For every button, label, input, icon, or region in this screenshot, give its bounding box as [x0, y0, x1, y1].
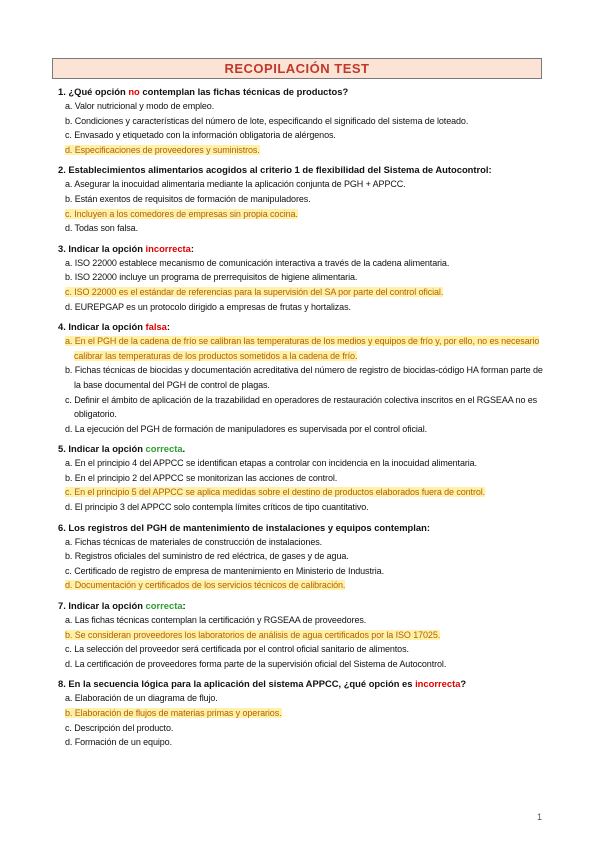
question-text	[58, 520, 544, 535]
option-text: b. ISO 22000 incluye un programa de prerrequisitos de higiene alimentaria.	[65, 272, 358, 283]
option-text: b. Están exentos de requisitos de formación de manipuladores.	[65, 193, 311, 204]
question-text	[58, 319, 544, 334]
option	[58, 270, 544, 285]
option-highlighted	[58, 706, 544, 721]
option-text: b. Condiciones y características del número de lote, especificando el significado del sistema de loteado.	[65, 115, 469, 126]
question-keyword: correcta	[145, 600, 183, 612]
question-text-start: 1. ¿Qué opción	[58, 86, 129, 97]
question-text-start: 2. Establecimientos alimentarios acogidos al criterio 1 de flexibilidad del Sistema de Autocontrol:	[58, 164, 492, 176]
option-text: d. La ejecución del PGH de formación de manipuladores es supervisada por el control oficial.	[65, 423, 428, 434]
question-keyword: correcta	[145, 443, 183, 455]
option	[58, 500, 544, 515]
option-text: b. Se consideran proveedores los laboratorios de análisis de agua certificados por la ISO 17025.	[65, 629, 441, 640]
question-7	[58, 598, 544, 671]
option-text: c. Envasado y etiquetado con la información obligatoria de alérgenos.	[65, 130, 336, 141]
option	[58, 549, 544, 564]
option-text: a. Elaboración de un diagrama de flujo.	[65, 693, 218, 704]
option-text: a. En el principio 4 del APPCC se identifican etapas a controlar con incidencia en la inocuidad alimentaria.	[65, 458, 477, 469]
question-1	[58, 84, 544, 157]
option-text: c. La selección del proveedor será certificada por el control oficial sanitario de alimentos.	[65, 644, 409, 655]
option-highlighted	[58, 285, 544, 300]
option-text: c. Certificado de registro de empresa de mantenimiento en Ministerio de Industria.	[65, 565, 384, 576]
option-text: c. ISO 22000 es el estándar de referencias para la supervisión del SA por parte del control oficial.	[65, 286, 444, 297]
option-text: d. Todas son falsa.	[65, 223, 138, 234]
questions-list	[58, 84, 544, 755]
option	[58, 177, 544, 192]
question-keyword: incorrecta	[145, 242, 191, 254]
option	[58, 114, 544, 129]
option-text: c. Definir el ámbito de aplicación de la trazabilidad en operadores de restauración colectiva inscritos en el RGSEAA no es obligatorio.	[65, 394, 538, 420]
question-2	[58, 162, 544, 235]
option-text: c. En el principio 5 del APPCC se aplica medidas sobre el destino de productos elaborados fuera de control.	[65, 487, 486, 498]
option-text: d. Formación de un equipo.	[65, 737, 172, 748]
option-text: b. En el principio 2 del APPCC se monitorizan las acciones de control.	[65, 472, 338, 483]
option-highlighted	[58, 143, 544, 158]
option-highlighted	[58, 628, 544, 643]
option-text: a. Las fichas técnicas contemplan la certificación y RGSEAA de proveedores.	[65, 615, 367, 626]
question-4	[58, 319, 544, 436]
question-text	[58, 598, 544, 613]
question-5	[58, 441, 544, 514]
option	[58, 691, 544, 706]
question-text-end: ?	[460, 678, 467, 690]
question-text-start: 3. Indicar la opción	[58, 242, 146, 254]
page-number: 1	[537, 812, 543, 822]
question-text-start: 8. En la secuencia lógica para la aplicación del sistema APPCC, ¿qué opción es	[58, 678, 416, 690]
option-highlighted	[58, 207, 544, 222]
option	[58, 256, 544, 271]
option	[58, 221, 544, 236]
question-text-start: 5. Indicar la opción	[58, 443, 146, 455]
option-text: b. Registros oficiales del suministro de red eléctrica, de gases y de agua.	[65, 551, 349, 562]
question-keyword: incorrecta	[415, 678, 461, 690]
option	[58, 192, 544, 207]
question-8	[58, 676, 544, 749]
option-text: d. La certificación de proveedores forma parte de la supervisión oficial del Sistema de Autocontrol.	[65, 658, 447, 669]
question-text	[58, 84, 544, 99]
option	[58, 456, 544, 471]
question-text-end: :	[190, 242, 194, 254]
option	[58, 363, 544, 392]
option-text: b. Elaboración de flujos de materias primas y operarios.	[65, 708, 282, 718]
question-keyword: falsa	[145, 321, 167, 333]
option-text: a. En el PGH de la cadena de frío se calibran las temperaturas de los medios y equipos de frío y, por ello, no es necesario calibrar las temperaturas de los productos sometidos a la cadena de frío.	[65, 336, 540, 361]
option	[58, 735, 544, 750]
option-text: d. EUREPGAP es un protocolo dirigido a empresas de frutas y hortalizas.	[65, 301, 351, 312]
option	[58, 657, 544, 672]
question-text-end: :	[182, 600, 186, 612]
page-title: RECOPILACIÓN TEST	[52, 58, 542, 79]
question-text	[58, 241, 544, 256]
option	[58, 564, 544, 579]
question-text	[58, 162, 544, 177]
option	[58, 471, 544, 486]
option-highlighted	[58, 485, 544, 500]
option	[58, 422, 544, 437]
option-text: d. El principio 3 del APPCC solo contempla límites críticos de tipo cuantitativo.	[65, 502, 369, 513]
option-text: c. Incluyen a los comedores de empresas sin propia cocina.	[65, 208, 298, 219]
option	[58, 642, 544, 657]
option	[58, 613, 544, 628]
option-text: a. Asegurar la inocuidad alimentaria mediante la aplicación conjunta de PGH + APPCC.	[65, 179, 406, 190]
question-text-start: 4. Indicar la opción	[58, 321, 146, 333]
option-highlighted	[58, 578, 544, 593]
option-text: c. Descripción del producto.	[65, 722, 174, 733]
question-3	[58, 241, 544, 314]
question-keyword: no	[128, 86, 140, 97]
option-text: a. Fichas técnicas de materiales de construcción de instalaciones.	[65, 536, 323, 547]
option-text: d. Documentación y certificados de los servicios técnicos de calibración.	[65, 580, 346, 591]
option-text: a. ISO 22000 establece mecanismo de comunicación interactiva a través de la cadena alimentaria.	[65, 257, 450, 268]
question-text	[58, 676, 544, 691]
option	[58, 128, 544, 143]
option	[58, 99, 544, 114]
option-text: a. Valor nutricional y modo de empleo.	[65, 101, 215, 111]
option	[58, 535, 544, 550]
option-text: b. Fichas técnicas de biocidas y documentación acreditativa del número de registro de biocidas-código HA forman parte de la base documental del PGH de control de plagas.	[65, 365, 543, 390]
question-6	[58, 520, 544, 593]
question-text-start: 7. Indicar la opción	[58, 600, 146, 612]
option-highlighted	[58, 334, 544, 363]
question-text-end: :	[166, 321, 171, 333]
option-text: d. Especificaciones de proveedores y suministros.	[65, 144, 260, 155]
question-text-end: contemplan las fichas técnicas de productos?	[139, 86, 349, 97]
option	[58, 721, 544, 736]
option	[58, 393, 544, 422]
question-text-start: 6. Los registros del PGH de mantenimiento de instalaciones y equipos contemplan:	[58, 521, 430, 533]
option	[58, 300, 544, 315]
question-text	[58, 441, 544, 456]
question-text-end: .	[182, 443, 186, 455]
